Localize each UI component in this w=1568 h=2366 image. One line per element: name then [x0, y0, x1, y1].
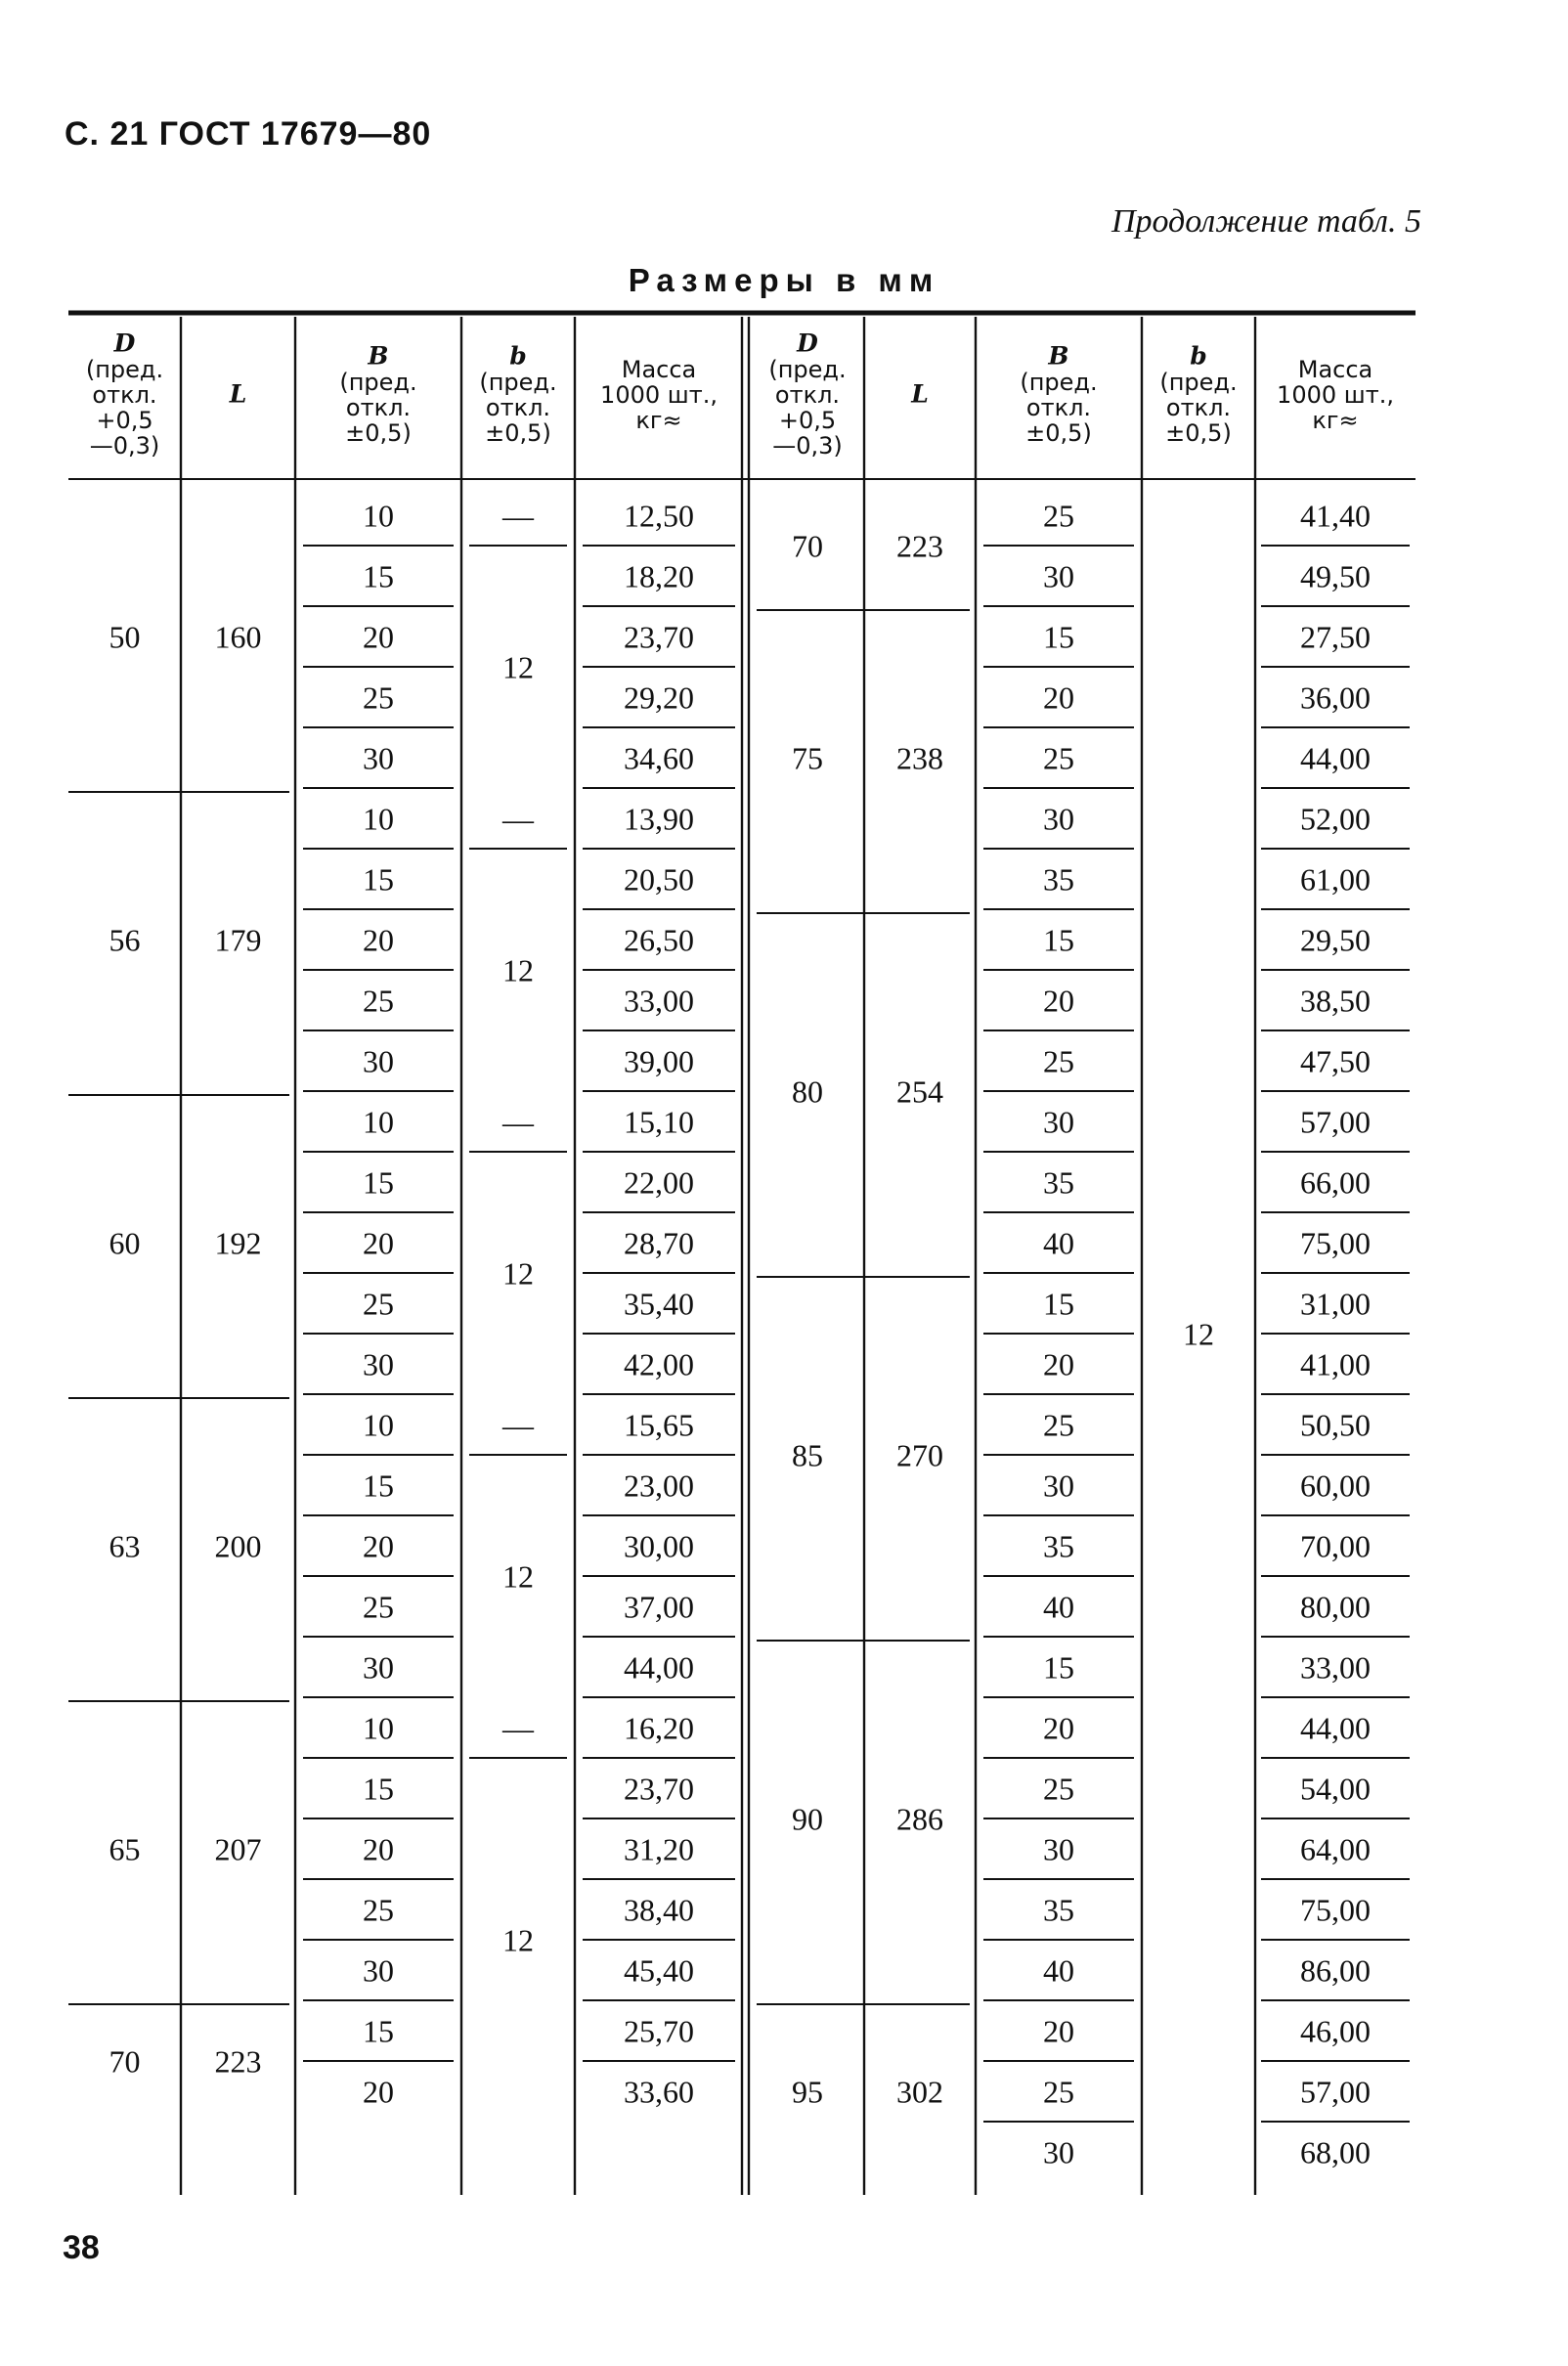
- cell-b-upper-right: 15: [1043, 1286, 1074, 1322]
- cell-b-upper-right: 30: [1043, 558, 1074, 594]
- table-title: Размеры в мм: [628, 262, 940, 298]
- header-b-upper-left: (пред.: [339, 369, 417, 396]
- cell-b-lower-left: 12: [502, 1255, 534, 1292]
- cell-b-upper-right: 30: [1043, 801, 1074, 837]
- cell-mass-left: 39,00: [624, 1043, 694, 1079]
- header-l-right: L: [911, 379, 929, 409]
- cell-d-right: 70: [792, 528, 823, 564]
- cell-b-upper-right: 35: [1043, 1528, 1074, 1564]
- header-b-lower-left: ±0,5): [485, 419, 551, 447]
- cell-b-upper-left: 25: [363, 679, 394, 716]
- cell-mass-right: 47,50: [1300, 1043, 1371, 1079]
- cell-b-upper-left: 30: [363, 1043, 394, 1079]
- cell-b-lower-left: —: [502, 801, 534, 837]
- cell-b-upper-right: 35: [1043, 1164, 1074, 1201]
- cell-b-upper-right: 15: [1043, 1649, 1074, 1686]
- cell-b-upper-left: 20: [363, 2074, 394, 2110]
- header-d-left: —0,3): [89, 432, 160, 460]
- cell-mass-left: 18,20: [624, 558, 694, 594]
- cell-b-lower-left: 12: [502, 1558, 534, 1595]
- cell-b-upper-right: 25: [1043, 1043, 1074, 1079]
- cell-b-upper-left: 10: [363, 801, 394, 837]
- cell-mass-right: 46,00: [1300, 2013, 1371, 2049]
- header-b-lower-right: b: [1190, 341, 1207, 371]
- cell-mass-right: 41,00: [1300, 1346, 1371, 1382]
- cell-mass-right: 86,00: [1300, 1952, 1371, 1989]
- cell-d-right: 95: [792, 2074, 823, 2110]
- cell-b-upper-left: 30: [363, 1952, 394, 1989]
- cell-b-upper-left: 10: [363, 498, 394, 534]
- cell-mass-right: 66,00: [1300, 1164, 1371, 1201]
- cell-mass-right: 70,00: [1300, 1528, 1371, 1564]
- header-d-left: D: [113, 329, 136, 358]
- cell-d-left: 56: [109, 922, 141, 958]
- page-number: 38: [63, 2229, 100, 2266]
- header-mass-left: 1000 шт.,: [600, 381, 718, 409]
- cell-b-upper-right: 25: [1043, 1771, 1074, 1807]
- cell-mass-left: 33,60: [624, 2074, 694, 2110]
- cell-mass-left: 29,20: [624, 679, 694, 716]
- cell-b-upper-right: 15: [1043, 922, 1074, 958]
- cell-mass-right: 57,00: [1300, 1104, 1371, 1140]
- continuation-label: Продолжение табл. 5: [1111, 203, 1421, 240]
- cell-b-upper-right: 25: [1043, 740, 1074, 776]
- cell-b-upper-right: 20: [1043, 2013, 1074, 2049]
- cell-d-left: 60: [109, 1225, 141, 1261]
- cell-b-upper-left: 15: [363, 1468, 394, 1504]
- cell-d-right: 90: [792, 1801, 823, 1837]
- cell-mass-left: 42,00: [624, 1346, 694, 1382]
- cell-b-lower-left: 12: [502, 1922, 534, 1958]
- cell-b-upper-left: 25: [363, 1892, 394, 1928]
- cell-l-right: 254: [896, 1073, 943, 1110]
- header-d-left: (пред.: [85, 356, 164, 383]
- cell-mass-right: 54,00: [1300, 1771, 1371, 1807]
- cell-b-upper-right: 30: [1043, 1831, 1074, 1867]
- cell-mass-left: 22,00: [624, 1164, 694, 1201]
- cell-l-right: 286: [896, 1801, 943, 1837]
- cell-b-upper-left: 10: [363, 1710, 394, 1746]
- cell-b-upper-left: 15: [363, 2013, 394, 2049]
- cell-b-upper-right: 30: [1043, 2134, 1074, 2170]
- cell-d-right: 80: [792, 1073, 823, 1110]
- cell-mass-right: 44,00: [1300, 1710, 1371, 1746]
- cell-l-right: 302: [896, 2074, 943, 2110]
- header-mass-right: 1000 шт.,: [1277, 381, 1394, 409]
- header-b-upper-right: откл.: [1025, 394, 1092, 421]
- cell-l-right: 270: [896, 1437, 943, 1473]
- header-d-right: D: [797, 329, 818, 358]
- header-b-lower-right: откл.: [1165, 394, 1232, 421]
- cell-mass-left: 25,70: [624, 2013, 694, 2049]
- header-b-upper-left: ±0,5): [345, 419, 412, 447]
- cell-b-lower-left: 12: [502, 952, 534, 988]
- cell-b-upper-left: 10: [363, 1104, 394, 1140]
- cell-mass-left: 26,50: [624, 922, 694, 958]
- cell-b-upper-right: 20: [1043, 1346, 1074, 1382]
- header-b-upper-left: B: [368, 341, 389, 371]
- cell-d-left: 63: [109, 1528, 141, 1564]
- cell-mass-left: 31,20: [624, 1831, 694, 1867]
- cell-b-upper-left: 20: [363, 619, 394, 655]
- cell-mass-left: 37,00: [624, 1589, 694, 1625]
- cell-l-right: 223: [896, 528, 943, 564]
- cell-b-upper-left: 20: [363, 1528, 394, 1564]
- cell-mass-left: 28,70: [624, 1225, 694, 1261]
- cell-b-upper-right: 25: [1043, 1407, 1074, 1443]
- cell-mass-left: 23,70: [624, 619, 694, 655]
- header-l-left: L: [229, 379, 247, 409]
- cell-mass-right: 33,00: [1300, 1649, 1371, 1686]
- header-d-left: +0,5: [96, 407, 153, 434]
- cell-mass-right: 36,00: [1300, 679, 1371, 716]
- cell-b-upper-left: 15: [363, 1771, 394, 1807]
- header-d-left: откл.: [92, 381, 157, 409]
- cell-l-left: 160: [214, 619, 262, 655]
- cell-b-upper-left: 30: [363, 1649, 394, 1686]
- cell-mass-left: 15,65: [624, 1407, 694, 1443]
- cell-b-upper-right: 25: [1043, 2074, 1074, 2110]
- cell-b-upper-left: 10: [363, 1407, 394, 1443]
- cell-mass-right: 29,50: [1300, 922, 1371, 958]
- cell-b-lower-left: 12: [502, 649, 534, 685]
- cell-b-upper-right: 20: [1043, 983, 1074, 1019]
- header-mass-right: Масса: [1297, 356, 1373, 383]
- cell-b-upper-right: 40: [1043, 1952, 1074, 1989]
- cell-b-lower-left: —: [502, 498, 534, 534]
- cell-b-upper-right: 40: [1043, 1589, 1074, 1625]
- header-b-upper-right: B: [1048, 341, 1069, 371]
- cell-b-upper-left: 30: [363, 740, 394, 776]
- cell-mass-right: 27,50: [1300, 619, 1371, 655]
- cell-mass-left: 23,70: [624, 1771, 694, 1807]
- cell-mass-left: 38,40: [624, 1892, 694, 1928]
- cell-mass-right: 68,00: [1300, 2134, 1371, 2170]
- header-mass-left: кг≈: [635, 407, 682, 434]
- cell-mass-left: 35,40: [624, 1286, 694, 1322]
- cell-l-left: 192: [214, 1225, 262, 1261]
- header-b-lower-right: ±0,5): [1165, 419, 1232, 447]
- cell-b-upper-right: 20: [1043, 679, 1074, 716]
- header-d-right: —0,3): [772, 432, 843, 460]
- cell-b-upper-left: 20: [363, 1225, 394, 1261]
- header-b-lower-right: (пред.: [1159, 369, 1238, 396]
- header-b-upper-left: откл.: [345, 394, 412, 421]
- cell-mass-left: 30,00: [624, 1528, 694, 1564]
- cell-mass-right: 75,00: [1300, 1892, 1371, 1928]
- cell-b-upper-left: 15: [363, 1164, 394, 1201]
- cell-b-lower-left: —: [502, 1104, 534, 1140]
- header-mass-right: кг≈: [1312, 407, 1359, 434]
- cell-d-left: 65: [109, 1831, 141, 1867]
- cell-mass-right: 64,00: [1300, 1831, 1371, 1867]
- cell-d-right: 75: [792, 740, 823, 776]
- cell-d-right: 85: [792, 1437, 823, 1473]
- cell-mass-left: 12,50: [624, 498, 694, 534]
- cell-mass-right: 50,50: [1300, 1407, 1371, 1443]
- header-b-lower-left: откл.: [485, 394, 551, 421]
- cell-mass-left: 34,60: [624, 740, 694, 776]
- cell-mass-left: 13,90: [624, 801, 694, 837]
- cell-b-upper-left: 25: [363, 1286, 394, 1322]
- cell-mass-right: 57,00: [1300, 2074, 1371, 2110]
- cell-d-left: 50: [109, 619, 141, 655]
- cell-mass-right: 38,50: [1300, 983, 1371, 1019]
- cell-b-upper-right: 40: [1043, 1225, 1074, 1261]
- header-b-lower-left: (пред.: [479, 369, 557, 396]
- cell-l-left: 207: [214, 1831, 262, 1867]
- cell-mass-right: 52,00: [1300, 801, 1371, 837]
- cell-mass-right: 49,50: [1300, 558, 1371, 594]
- header-d-right: (пред.: [768, 356, 847, 383]
- cell-l-left: 200: [214, 1528, 262, 1564]
- cell-l-right: 238: [896, 740, 943, 776]
- cell-mass-left: 20,50: [624, 861, 694, 898]
- cell-mass-left: 16,20: [624, 1710, 694, 1746]
- cell-b-upper-right: 35: [1043, 1892, 1074, 1928]
- cell-mass-left: 15,10: [624, 1104, 694, 1140]
- cell-b-upper-left: 15: [363, 861, 394, 898]
- cell-b-upper-left: 20: [363, 1831, 394, 1867]
- cell-b-upper-left: 25: [363, 1589, 394, 1625]
- cell-b-upper-right: 35: [1043, 861, 1074, 898]
- cell-mass-right: 44,00: [1300, 740, 1371, 776]
- cell-b-lower-right: 12: [1183, 1316, 1214, 1352]
- cell-b-upper-right: 30: [1043, 1104, 1074, 1140]
- cell-mass-left: 44,00: [624, 1649, 694, 1686]
- cell-b-upper-right: 15: [1043, 619, 1074, 655]
- cell-mass-right: 41,40: [1300, 498, 1371, 534]
- cell-mass-right: 80,00: [1300, 1589, 1371, 1625]
- cell-mass-left: 33,00: [624, 983, 694, 1019]
- page-header: С. 21 ГОСТ 17679—80: [65, 115, 432, 153]
- header-b-lower-left: b: [509, 341, 527, 371]
- header-b-upper-right: ±0,5): [1025, 419, 1092, 447]
- cell-b-upper-left: 30: [363, 1346, 394, 1382]
- cell-l-left: 223: [214, 2043, 262, 2080]
- cell-b-upper-right: 25: [1043, 498, 1074, 534]
- cell-mass-left: 23,00: [624, 1468, 694, 1504]
- header-b-upper-right: (пред.: [1020, 369, 1098, 396]
- cell-b-upper-right: 20: [1043, 1710, 1074, 1746]
- cell-b-upper-left: 15: [363, 558, 394, 594]
- header-mass-left: Масса: [621, 356, 697, 383]
- cell-mass-right: 60,00: [1300, 1468, 1371, 1504]
- cell-mass-right: 61,00: [1300, 861, 1371, 898]
- cell-b-upper-left: 25: [363, 983, 394, 1019]
- header-d-right: +0,5: [778, 407, 837, 434]
- cell-mass-right: 31,00: [1300, 1286, 1371, 1322]
- cell-b-lower-left: —: [502, 1710, 534, 1746]
- cell-mass-right: 75,00: [1300, 1225, 1371, 1261]
- cell-b-lower-left: —: [502, 1407, 534, 1443]
- cell-mass-left: 45,40: [624, 1952, 694, 1989]
- header-d-right: откл.: [774, 381, 841, 409]
- cell-l-left: 179: [214, 922, 262, 958]
- cell-d-left: 70: [109, 2043, 141, 2080]
- cell-b-upper-right: 30: [1043, 1468, 1074, 1504]
- cell-b-upper-left: 20: [363, 922, 394, 958]
